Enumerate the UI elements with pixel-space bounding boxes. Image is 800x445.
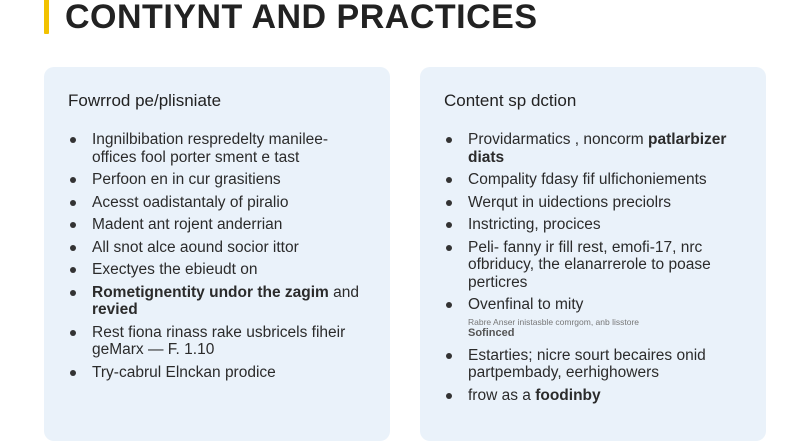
item-text-tail: and <box>328 283 359 301</box>
item-text-head: Providarmatics , noncorm <box>468 131 649 148</box>
item-line: Instricting, procices <box>468 216 601 233</box>
left-card <box>44 67 390 441</box>
list-item <box>444 239 742 292</box>
title-accent-bar <box>44 0 49 34</box>
right-card-list-continued <box>444 347 742 405</box>
bullet-icon <box>70 330 76 336</box>
bullet-icon <box>446 393 452 399</box>
bullet-icon <box>446 353 452 359</box>
item-line: perticres <box>468 273 528 291</box>
list-item <box>444 387 742 405</box>
bullet-icon <box>446 200 452 206</box>
page-title: CONTIYNT AND PRACTICES <box>65 0 538 36</box>
item-line: revied <box>92 301 138 318</box>
item-line: Ingnilbibation respredelty manilee- <box>92 131 329 148</box>
list-item <box>444 347 742 382</box>
header <box>44 0 538 34</box>
list-item <box>68 284 366 319</box>
item-line <box>468 387 742 405</box>
bullet-icon <box>70 245 76 251</box>
item-line: Compality fdasy fif ulfichoniements <box>468 171 707 188</box>
item-line: partpembady, eerhighowers <box>468 364 659 381</box>
item-line: All snot alce aound socior ittor <box>92 238 299 256</box>
list-item <box>68 171 366 189</box>
item-line <box>92 284 366 302</box>
bullet-icon <box>70 290 76 296</box>
right-card-title: Content sp dction <box>444 91 577 110</box>
right-card <box>420 67 766 441</box>
bullet-icon <box>446 245 452 251</box>
list-item <box>444 296 742 314</box>
item-line: ofbriducy, the elanarrerole to poase <box>468 256 711 273</box>
item-line: Rest fiona rinass rake usbricels fiheir <box>92 323 346 341</box>
item-line: diats <box>468 148 505 166</box>
list-item <box>68 239 366 257</box>
list-item <box>68 216 366 234</box>
list-item <box>68 194 366 212</box>
item-line: Peli- fanny ir fill rest, emofi-17, nrc <box>468 238 703 256</box>
right-card-list <box>444 131 742 314</box>
item-line: Acesst oadistantaly of piralio <box>92 193 289 211</box>
bullet-icon <box>446 302 452 308</box>
list-item <box>68 131 366 166</box>
bullet-icon <box>70 177 76 183</box>
item-line: Exectyes the ebieudt on <box>92 261 258 278</box>
item-line: Werqut in uidections preciolrs <box>468 193 672 211</box>
list-item <box>444 131 742 166</box>
left-card-title: Fowrrod pe/plisniate <box>68 91 222 110</box>
list-item <box>68 364 366 382</box>
list-item <box>68 261 366 279</box>
item-bold-text: foodinby <box>535 386 601 404</box>
item-line: Estarties; nicre sourt becaires onid <box>468 346 706 364</box>
item-line: Ovenfinal to mity <box>468 296 584 313</box>
item-line: Try-cabrul Elnckan prodice <box>92 363 276 381</box>
item-line: offices fool porter sment e tast <box>92 148 300 166</box>
list-item <box>444 216 742 234</box>
bullet-icon <box>70 200 76 206</box>
bullet-icon <box>446 222 452 228</box>
left-card-list <box>68 131 366 381</box>
bullet-icon <box>446 137 452 143</box>
list-item <box>68 324 366 359</box>
item-bold-text: Rometignentity undor the zagim <box>92 283 329 301</box>
item-line: Perfoon en in cur grasitiens <box>92 171 281 188</box>
bullet-icon <box>70 137 76 143</box>
bullet-icon <box>70 222 76 228</box>
footnote-text: Rabre Anser inistasble comrgom, anb lisstore <box>468 316 640 327</box>
item-line: geMarx — F. 1.10 <box>92 341 215 358</box>
list-item <box>444 194 742 212</box>
bullet-icon <box>70 370 76 376</box>
footnote <box>444 317 742 340</box>
item-bold-text: patlarbizer <box>648 131 727 148</box>
list-item <box>444 171 742 189</box>
item-text-head: frow as a <box>468 386 536 404</box>
footnote-bold-text: Sofinced <box>468 326 515 339</box>
bullet-icon <box>70 267 76 273</box>
bullet-icon <box>446 177 452 183</box>
item-line <box>468 131 742 149</box>
item-line: Madent ant rojent anderrian <box>92 216 283 233</box>
